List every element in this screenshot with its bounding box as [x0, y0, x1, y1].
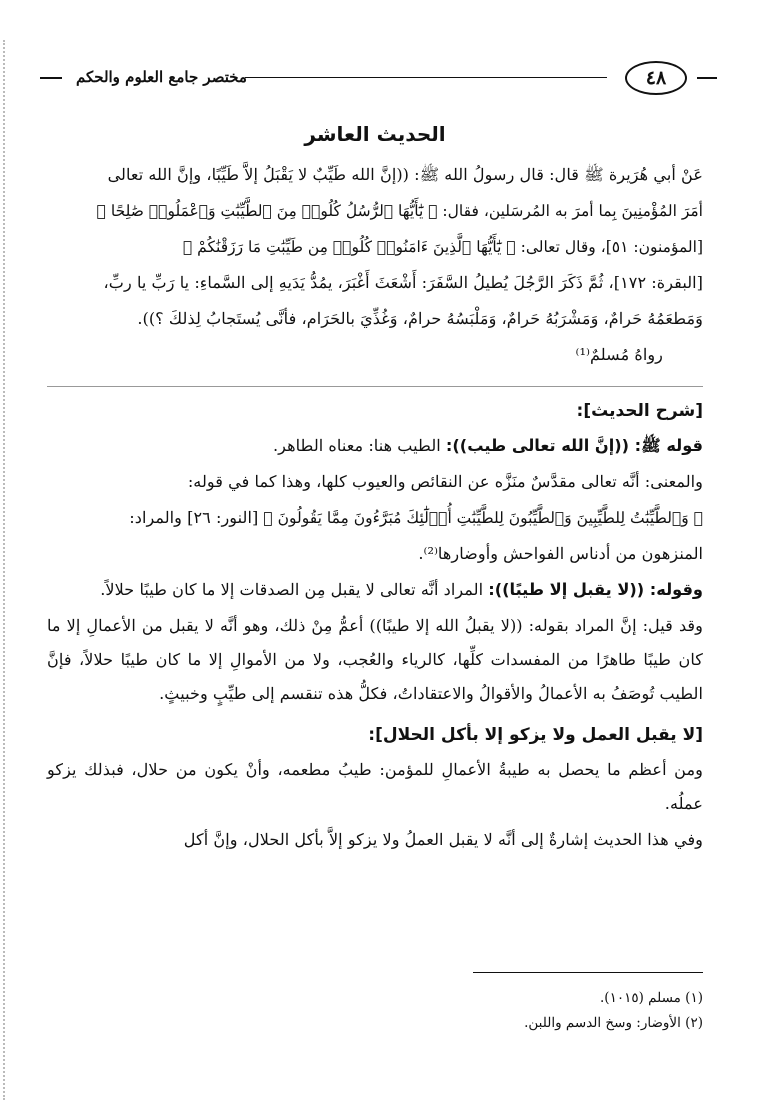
quran-verse: ﴿ وَٱلطَّيِّبَٰتُ لِلطَّيِّبِينَ وَٱلطَّيِّبُونَ لِلطَّيِّبَٰتِ أُو۟لَٰٓئِكَ مُبَرَّءُونَ مِمَّا يَقُولُونَ ﴾ [263, 509, 703, 527]
hadith-line-5: وَمَطعَمُهُ حَرامٌ، وَمَشْرَبُهُ حَرامٌ، وَمَلْبَسُهُ حرامٌ، وَغُذِّيَ بالحَرَام، فأنَّى يُستَجابُ لِذلكَ ؟)). [137, 309, 703, 328]
book-title: مختصر جامع العلوم والحكم [76, 68, 247, 86]
chapter-title: الحديث العاشر [304, 122, 446, 146]
hadith-narrator: رواهُ مُسلمٌ⁽¹⁾ [575, 345, 663, 364]
footnote-1: (١) مسلم (١٠١٥). [600, 990, 703, 1006]
section-divider [47, 386, 703, 387]
hadith-line-4: [البقرة: ١٧٢]، ثُمَّ ذَكَرَ الرَّجُلَ يُطيلُ السَّفَرَ: أَشْعَثَ أَغْبَرَ، يمُدُّ يَدَيهِ إلى السَّماءِ: يا رَبِّ يا ربِّ، [103, 273, 703, 292]
sharh-p3-text: [النور: ٢٦] والمراد: [129, 508, 264, 527]
sharh-heading: [شرح الحديث]: [576, 401, 703, 421]
sharh-paragraph-3 [47, 501, 703, 535]
sharh-paragraph-4: المنزهون من أدناس الفواحش وأوضارها⁽²⁾. [418, 544, 703, 563]
sharh-p1-bold: قوله ﷺ: ((إنَّ الله تعالى طيب)): [445, 436, 703, 455]
header-dash-right [697, 77, 717, 79]
section2-heading: [لا يقبل العمل ولا يزكو إلا بأكل الحلال]: [368, 725, 703, 745]
section2-paragraph-1: ومن أعظم ما يحصل به طيبةُ الأعمالِ للمؤمن: طيبُ مطعمه، وأنْ يكون من حلال، فبذلك يزكو عملُه. [47, 760, 703, 813]
footnote-2: (٢) الأوضار: وسخ الدسم واللبن. [524, 1015, 703, 1031]
hadith-line-3: [المؤمنون: ٥١]، وقال تعالى: ﴿ يَٰٓأَيُّهَا ٱلَّذِينَ ءَامَنُوا۟ كُلُوا۟ مِن طَيِّبَٰتِ مَا رَزَقْنَٰكُمْ ﴾ [182, 238, 703, 256]
hadith-line-1: عَنْ أبي هُرَيرة ﷺ قال: قال رسولُ الله ﷺ: ((إنَّ الله طَيِّبٌ لا يَقْبَلُ إلاَّ طَيِّبًا، وإنَّ الله تعالى [107, 165, 703, 184]
hadith-line-2: أمَرَ المُؤْمنِينَ بِما أمرَ به المُرسَلين، فقال: ﴿ يَٰٓأَيُّهَا ٱلرُّسُلُ كُلُوا۟ مِنَ ٱلطَّيِّبَٰتِ وَٱعْمَلُوا۟ صَٰلِحًا ﴾ [96, 202, 703, 220]
sharh-paragraph-6: وقد قيل: إنَّ المراد بقوله: ((لا يقبلُ الله إلا طيبًا)) أعمُّ مِنْ ذلك، وهو أنَّه لا يقبل من الأعمالِ إلا ما كان طيبًا طاهرًا من المفسدات كلِّها، كالرياء والعُجب، ولا من الأموالِ إلا ما كان طيبًا حلالاً، فإنَّ الطيب تُوصَفُ به الأعمالُ والأقوالُ والاعتقاداتُ، فكلُّ هذه تنقسم إلى طيِّبٍ وخبيثٍ. [47, 616, 703, 703]
sharh-paragraph-1 [47, 429, 703, 463]
header-dash-left [40, 77, 62, 79]
sharh-paragraph-2: والمعنى: أنَّه تعالى مقدَّسٌ منَزَّه عن النقائص والعيوب كلها، وهذا كما في قوله: [187, 472, 703, 491]
page-number: ٤٨ [625, 61, 687, 95]
sharh-p5-text: المراد أنَّه تعالى لا يقبل مِن الصدقات إلا ما كان طيبًا حلالاً. [100, 580, 489, 599]
page-header [40, 58, 717, 98]
sharh-p1-text: الطيب هنا: معناه الطاهر. [273, 436, 446, 455]
sharh-paragraph-5 [47, 573, 703, 607]
page-edge [3, 40, 9, 1100]
page-body [47, 122, 703, 859]
footnotes [524, 986, 703, 1036]
sharh-p5-bold: وقوله: ((لا يقبل إلا طيبًا)): [488, 580, 703, 599]
header-rule [245, 77, 607, 78]
footnote-rule [473, 972, 703, 973]
section2-paragraph-2: وفي هذا الحديث إشارةٌ إلى أنَّه لا يقبل العملُ ولا يزكو إلاَّ بأكل الحلال، وإنَّ أكل [183, 830, 703, 849]
